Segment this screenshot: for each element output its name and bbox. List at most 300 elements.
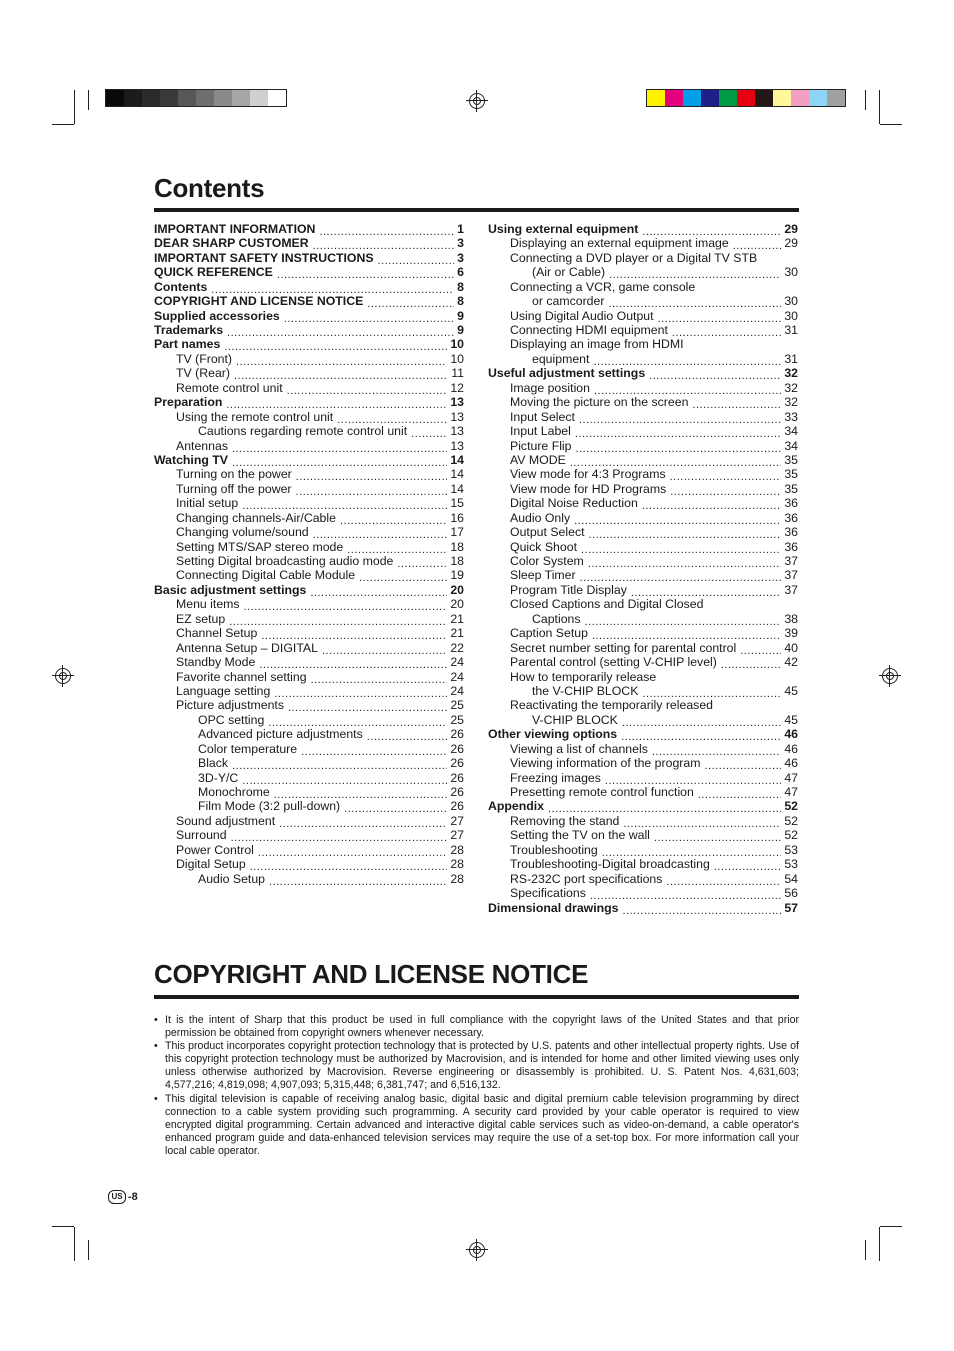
notice-bullet-item: • This product incorporates copyright protection technology that is protected by U.S. patents and other intellectual property rights. Use of this copyright protection technology must be authorized by Macrovision, and is intended for home and other limited viewing uses only unless otherwise authorized by Macrovision. Reverse engineering or disassembly is prohibited. U. S. Patent Nos. 4,631,603; 4,577,216; 4,819,098; 4,907,093; 5,315,448; 6,381,747; and 6,516,132.: [154, 1040, 799, 1092]
toc-entry-title: Connecting a VCR, game console: [510, 279, 696, 294]
toc-leader-dots: [623, 818, 781, 828]
toc-entry[interactable]: [488, 294, 798, 308]
toc-entry-page: 26: [450, 799, 464, 814]
toc-entry[interactable]: [488, 597, 798, 611]
toc-entry[interactable]: [488, 439, 798, 453]
toc-entry-page: 47: [784, 785, 798, 800]
toc-entry-page: 52: [784, 799, 798, 814]
toc-entry-page: 8: [457, 279, 464, 294]
toc-entry-title: Color temperature: [198, 741, 298, 756]
toc-leader-dots: [704, 761, 781, 771]
toc-entry[interactable]: [488, 309, 798, 323]
toc-leader-dots: [359, 573, 447, 583]
toc-entry-page: 26: [450, 785, 464, 800]
toc-entry-page: 35: [784, 481, 798, 496]
toc-leader-dots: [313, 530, 448, 540]
toc-leader-dots: [658, 313, 782, 323]
toc-entry[interactable]: [154, 467, 464, 481]
toc-entry[interactable]: [488, 453, 798, 467]
toc-entry-page: 28: [450, 871, 464, 886]
toc-entry-page: 31: [784, 323, 798, 338]
toc-leader-dots: [740, 645, 781, 655]
toc-entry[interactable]: [488, 886, 798, 900]
toc-entry-title: Sleep Timer: [510, 568, 576, 583]
toc-entry-title: Parental control (setting V-CHIP level): [510, 655, 717, 670]
toc-entry[interactable]: [154, 756, 464, 770]
toc-entry-page: 47: [784, 770, 798, 785]
toc-entry[interactable]: [154, 569, 464, 583]
toc-entry-title: Surround: [176, 828, 227, 843]
toc-entry[interactable]: [488, 583, 798, 597]
toc-entry-page: 29: [784, 236, 798, 251]
toc-entry[interactable]: [488, 525, 798, 539]
toc-entry[interactable]: [154, 843, 464, 857]
toc-entry-page: 57: [784, 900, 798, 915]
toc-entry[interactable]: [154, 857, 464, 871]
toc-leader-dots: [642, 226, 781, 236]
color-swatch: [791, 90, 809, 106]
grayscale-calibration-bar: [105, 89, 287, 107]
toc-entry[interactable]: [488, 670, 798, 684]
toc-entry-title: Language setting: [176, 683, 271, 698]
toc-entry[interactable]: [154, 684, 464, 698]
toc-entry-title: Program Title Display: [510, 582, 627, 597]
toc-leader-dots: [296, 486, 448, 496]
toc-leader-dots: [288, 703, 447, 713]
toc-entry[interactable]: [154, 338, 464, 352]
toc-entry-page: 6: [457, 265, 464, 280]
toc-entry[interactable]: [154, 511, 464, 525]
toc-leader-dots: [654, 833, 781, 843]
toc-entry[interactable]: [488, 872, 798, 886]
page-number-text: -8: [128, 1191, 138, 1203]
toc-entry-title: Specifications: [510, 886, 586, 901]
toc-entry[interactable]: [488, 569, 798, 583]
toc-entry-page: 21: [450, 611, 464, 626]
toc-entry-page: 37: [784, 554, 798, 569]
toc-entry-title: Remote control unit: [176, 380, 283, 395]
toc-entry-page: 13: [450, 409, 464, 424]
toc-entry-title: Setting the TV on the wall: [510, 828, 650, 843]
toc-leader-dots: [574, 515, 781, 525]
toc-entry-page: 24: [450, 669, 464, 684]
toc-entry[interactable]: [488, 655, 798, 669]
gray-swatch: [178, 90, 196, 106]
toc-entry-title: EZ setup: [176, 611, 226, 626]
toc-leader-dots: [311, 674, 448, 684]
toc-leader-dots: [244, 602, 448, 612]
toc-leader-dots: [367, 732, 448, 742]
toc-leader-dots: [593, 356, 781, 366]
toc-entry-title: Color System: [510, 554, 584, 569]
toc-entry-page: 26: [450, 727, 464, 742]
toc-entry-page: 14: [450, 481, 464, 496]
toc-entry-title: Monochrome: [198, 785, 270, 800]
color-swatch: [827, 90, 845, 106]
toc-entry[interactable]: [154, 814, 464, 828]
gray-swatch: [196, 90, 214, 106]
toc-entry[interactable]: [488, 857, 798, 871]
toc-entry-title: Advanced picture adjustments: [198, 727, 363, 742]
toc-leader-dots: [666, 876, 781, 886]
toc-entry-page: 10: [450, 337, 464, 352]
toc-leader-dots: [670, 486, 781, 496]
toc-entry-page: 29: [784, 221, 798, 236]
toc-leader-dots: [397, 559, 447, 569]
toc-entry-page: 22: [450, 640, 464, 655]
toc-entry-page: 26: [450, 741, 464, 756]
toc-entry-page: 36: [784, 525, 798, 540]
contents-heading: Contents: [154, 173, 265, 203]
toc-entry-page: 24: [450, 655, 464, 670]
toc-entry-page: 13: [450, 438, 464, 453]
toc-leader-dots: [570, 457, 782, 467]
toc-entry-page: 53: [784, 857, 798, 872]
toc-entry-page: 21: [450, 626, 464, 641]
toc-entry-title: Dimensional drawings: [488, 900, 619, 915]
toc-entry-title: Antennas: [176, 438, 228, 453]
toc-left-column: [154, 222, 464, 886]
toc-entry[interactable]: [154, 655, 464, 669]
toc-entry[interactable]: [488, 800, 798, 814]
toc-entry-title: Favorite channel setting: [176, 669, 307, 684]
color-swatch: [755, 90, 773, 106]
toc-entry-title: OPC setting: [198, 712, 265, 727]
toc-entry-title: 3D-Y/C: [198, 770, 239, 785]
toc-entry-title: Antenna Setup – DIGITAL: [176, 640, 318, 655]
toc-entry-title: Cautions regarding remote control unit: [198, 424, 408, 439]
gray-swatch: [232, 90, 250, 106]
toc-entry[interactable]: [154, 236, 464, 250]
toc-entry-title: Captions: [532, 611, 581, 626]
toc-entry[interactable]: [154, 554, 464, 568]
color-swatch: [665, 90, 683, 106]
toc-entry-page: 16: [450, 510, 464, 525]
toc-leader-dots: [622, 717, 781, 727]
toc-entry[interactable]: [154, 496, 464, 510]
toc-entry-page: 28: [450, 857, 464, 872]
toc-entry[interactable]: [154, 525, 464, 539]
toc-leader-dots: [236, 356, 447, 366]
toc-entry-page: 45: [784, 683, 798, 698]
toc-entry[interactable]: [488, 410, 798, 424]
toc-entry-page: 32: [784, 366, 798, 381]
toc-entry-page: 53: [784, 842, 798, 857]
toc-entry[interactable]: [154, 698, 464, 712]
toc-entry-page: 37: [784, 568, 798, 583]
toc-leader-dots: [585, 616, 782, 626]
toc-entry-title: View mode for 4:3 Programs: [510, 467, 666, 482]
toc-leader-dots: [581, 544, 781, 554]
notice-body: [154, 1014, 799, 1158]
toc-entry[interactable]: [488, 482, 798, 496]
color-calibration-bar: [646, 89, 846, 107]
toc-entry-title: Viewing information of the program: [510, 756, 701, 771]
toc-entry[interactable]: [488, 901, 798, 915]
toc-leader-dots: [224, 342, 447, 352]
toc-entry[interactable]: [154, 453, 464, 467]
toc-leader-dots: [367, 299, 454, 309]
toc-entry-page: 36: [784, 539, 798, 554]
toc-leader-dots: [232, 443, 447, 453]
toc-leader-dots: [268, 717, 447, 727]
toc-leader-dots: [319, 226, 454, 236]
toc-entry[interactable]: [154, 424, 464, 438]
toc-entry[interactable]: [488, 843, 798, 857]
toc-leader-dots: [227, 328, 454, 338]
toc-leader-dots: [592, 631, 781, 641]
toc-entry[interactable]: [154, 828, 464, 842]
toc-entry[interactable]: [154, 742, 464, 756]
toc-entry-title: RS-232C port specifications: [510, 871, 663, 886]
toc-entry-title: Caption Setup: [510, 626, 588, 641]
toc-entry-title: Changing volume/sound: [176, 525, 309, 540]
toc-entry-title: Presetting remote control function: [510, 785, 694, 800]
toc-entry-title: Picture adjustments: [176, 698, 284, 713]
toc-entry-title: Using the remote control unit: [176, 409, 334, 424]
toc-entry-page: 34: [784, 424, 798, 439]
toc-entry-page: 9: [457, 308, 464, 323]
toc-entry[interactable]: [154, 597, 464, 611]
toc-entry[interactable]: [488, 265, 798, 279]
toc-entry[interactable]: [154, 641, 464, 655]
toc-leader-dots: [229, 616, 447, 626]
toc-entry[interactable]: [488, 222, 798, 236]
toc-leader-dots: [259, 660, 447, 670]
gray-swatch: [124, 90, 142, 106]
toc-entry-title: Moving the picture on the screen: [510, 395, 689, 410]
toc-entry[interactable]: [154, 771, 464, 785]
notice-heading: COPYRIGHT AND LICENSE NOTICE: [154, 959, 589, 989]
gray-swatch: [142, 90, 160, 106]
toc-leader-dots: [733, 241, 782, 251]
toc-entry[interactable]: [488, 540, 798, 554]
toc-entry[interactable]: [154, 540, 464, 554]
toc-entry-title: Using external equipment: [488, 221, 639, 236]
toc-entry-page: 18: [450, 554, 464, 569]
toc-entry[interactable]: [488, 828, 798, 842]
toc-entry[interactable]: [154, 222, 464, 236]
toc-entry[interactable]: [488, 395, 798, 409]
toc-entry[interactable]: [154, 439, 464, 453]
toc-entry-title: Menu items: [176, 597, 240, 612]
toc-entry-page: 25: [450, 712, 464, 727]
toc-entry[interactable]: [488, 366, 798, 380]
toc-entry[interactable]: [488, 713, 798, 727]
toc-entry-page: 37: [784, 582, 798, 597]
toc-entry-title: Connecting a DVD player or a Digital TV STB: [510, 250, 758, 265]
toc-entry[interactable]: [154, 713, 464, 727]
toc-leader-dots: [347, 544, 447, 554]
toc-entry[interactable]: [154, 670, 464, 684]
toc-entry[interactable]: [488, 467, 798, 481]
toc-entry-page: 30: [784, 265, 798, 280]
toc-entry[interactable]: [488, 496, 798, 510]
us-badge: US: [108, 1190, 126, 1204]
toc-entry-page: 20: [450, 597, 464, 612]
notice-rule: [154, 995, 799, 999]
toc-entry-page: 19: [450, 568, 464, 583]
color-swatch: [647, 90, 665, 106]
toc-entry-title: Basic adjustment settings: [154, 582, 307, 597]
toc-entry-title: (Air or Cable): [532, 265, 606, 280]
toc-entry-title: Displaying an image from HDMI: [510, 337, 684, 352]
toc-leader-dots: [284, 313, 454, 323]
toc-entry-title: Supplied accessories: [154, 308, 280, 323]
toc-entry[interactable]: [154, 800, 464, 814]
toc-entry-page: 28: [450, 842, 464, 857]
toc-entry[interactable]: [488, 756, 798, 770]
toc-leader-dots: [649, 371, 781, 381]
toc-leader-dots: [322, 645, 447, 655]
toc-entry-page: 46: [784, 727, 798, 742]
toc-entry[interactable]: [488, 727, 798, 741]
toc-entry[interactable]: [488, 323, 798, 337]
toc-entry-page: 34: [784, 438, 798, 453]
toc-entry[interactable]: [488, 814, 798, 828]
toc-leader-dots: [594, 385, 781, 395]
toc-entry[interactable]: [154, 785, 464, 799]
toc-leader-dots: [575, 429, 781, 439]
toc-entry-page: 27: [450, 813, 464, 828]
toc-entry-title: Connecting HDMI equipment: [510, 323, 668, 338]
toc-entry[interactable]: [488, 352, 798, 366]
toc-entry[interactable]: [154, 410, 464, 424]
contents-rule: [154, 208, 799, 212]
toc-entry-page: 13: [450, 395, 464, 410]
toc-entry[interactable]: [488, 381, 798, 395]
page-number: [108, 1190, 138, 1204]
toc-entry-page: 36: [784, 496, 798, 511]
registration-mark-bottom: [469, 1242, 485, 1258]
toc-entry-title: Image position: [510, 380, 590, 395]
toc-entry-page: 46: [784, 741, 798, 756]
toc-entry-title: Power Control: [176, 842, 254, 857]
toc-entry-page: 35: [784, 452, 798, 467]
toc-leader-dots: [340, 515, 447, 525]
registration-mark-right: [882, 668, 898, 684]
toc-entry-title: Other viewing options: [488, 727, 618, 742]
toc-entry[interactable]: [488, 698, 798, 712]
toc-leader-dots: [231, 833, 448, 843]
toc-entry-page: 25: [450, 698, 464, 713]
toc-entry-page: 35: [784, 467, 798, 482]
toc-leader-dots: [378, 255, 455, 265]
toc-entry[interactable]: [488, 684, 798, 698]
toc-entry-title: or camcorder: [532, 294, 605, 309]
toc-entry-title: Initial setup: [176, 496, 239, 511]
toc-entry[interactable]: [154, 872, 464, 886]
toc-entry-page: 27: [450, 828, 464, 843]
toc-entry-page: 54: [784, 871, 798, 886]
toc-entry[interactable]: [154, 583, 464, 597]
toc-entry-title: Freezing images: [510, 770, 601, 785]
toc-entry-page: 18: [450, 539, 464, 554]
gray-swatch: [268, 90, 286, 106]
toc-entry[interactable]: [488, 626, 798, 640]
toc-entry-page: 46: [784, 756, 798, 771]
toc-leader-dots: [670, 472, 782, 482]
toc-entry-title: Watching TV: [154, 452, 229, 467]
toc-entry[interactable]: [488, 424, 798, 438]
gray-swatch: [160, 90, 178, 106]
toc-entry[interactable]: [154, 727, 464, 741]
toc-entry-title: Picture Flip: [510, 438, 572, 453]
toc-entry[interactable]: [154, 612, 464, 626]
toc-entry[interactable]: [488, 338, 798, 352]
color-swatch: [683, 90, 701, 106]
toc-entry-page: 52: [784, 813, 798, 828]
toc-entry-page: 13: [450, 424, 464, 439]
toc-entry-title: Secret number setting for parental control: [510, 640, 737, 655]
toc-entry-title: Contents: [154, 279, 208, 294]
toc-entry[interactable]: [154, 395, 464, 409]
gray-swatch: [214, 90, 232, 106]
toc-entry[interactable]: [488, 554, 798, 568]
toc-entry-title: Closed Captions and Digital Closed: [510, 597, 704, 612]
toc-entry[interactable]: [154, 323, 464, 337]
toc-entry[interactable]: [488, 785, 798, 799]
toc-entry[interactable]: [154, 352, 464, 366]
toc-entry[interactable]: [488, 641, 798, 655]
toc-entry[interactable]: [488, 236, 798, 250]
toc-entry[interactable]: [488, 771, 798, 785]
toc-leader-dots: [605, 775, 781, 785]
toc-leader-dots: [692, 400, 781, 410]
toc-leader-dots: [310, 587, 447, 597]
toc-entry[interactable]: [154, 294, 464, 308]
toc-entry[interactable]: [154, 265, 464, 279]
toc-entry-page: 38: [784, 611, 798, 626]
toc-entry-title: Preparation: [154, 395, 223, 410]
gray-swatch: [250, 90, 268, 106]
toc-entry[interactable]: [154, 280, 464, 294]
toc-leader-dots: [580, 573, 782, 583]
toc-leader-dots: [590, 891, 781, 901]
toc-entry[interactable]: [488, 742, 798, 756]
toc-entry[interactable]: [154, 482, 464, 496]
toc-entry[interactable]: [488, 612, 798, 626]
toc-leader-dots: [548, 804, 781, 814]
toc-entry[interactable]: [154, 366, 464, 380]
toc-leader-dots: [296, 472, 448, 482]
toc-entry[interactable]: [154, 251, 464, 265]
toc-entry[interactable]: [488, 251, 798, 265]
toc-entry[interactable]: [488, 280, 798, 294]
toc-right-column: [488, 222, 798, 915]
toc-leader-dots: [277, 270, 454, 280]
toc-leader-dots: [250, 862, 448, 872]
toc-leader-dots: [602, 847, 782, 857]
toc-leader-dots: [211, 284, 454, 294]
toc-entry-page: 26: [450, 756, 464, 771]
toc-entry-title: Audio Setup: [198, 871, 266, 886]
toc-entry-page: 30: [784, 294, 798, 309]
toc-entry-title: IMPORTANT SAFETY INSTRUCTIONS: [154, 250, 374, 265]
toc-entry[interactable]: [154, 626, 464, 640]
toc-entry-page: 31: [784, 351, 798, 366]
toc-entry-page: 30: [784, 308, 798, 323]
toc-entry[interactable]: [154, 381, 464, 395]
toc-entry[interactable]: [154, 309, 464, 323]
toc-entry-title: TV (Rear): [176, 366, 230, 381]
toc-entry-page: 20: [450, 582, 464, 597]
toc-entry-page: 36: [784, 510, 798, 525]
toc-leader-dots: [623, 905, 782, 915]
toc-entry-title: Film Mode (3:2 pull-down): [198, 799, 341, 814]
toc-entry[interactable]: [488, 511, 798, 525]
toc-entry-title: Using Digital Audio Output: [510, 308, 654, 323]
